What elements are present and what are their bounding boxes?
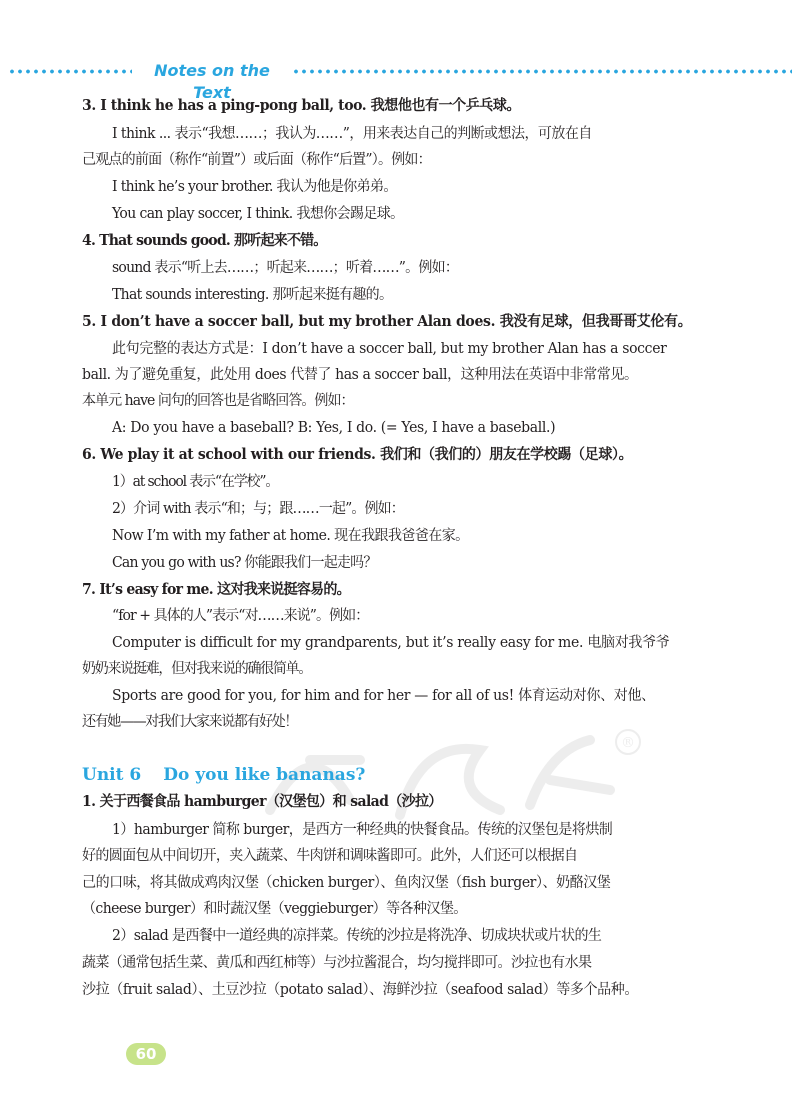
unit-note-1-hamburger-cont-3: （cheese burger）和时蔬汉堡（veggieburger）等各种汉堡。 — [82, 901, 467, 917]
unit-note-1-salad-cont-2: 沙拉（fruit salad）、土豆沙拉（potato salad）、海鲜沙拉（seafood salad）等多个品种。 — [82, 982, 638, 998]
note-3-example-1: I think he’s your brother. 我认为他是你弟弟。 — [112, 179, 397, 195]
note-4-heading: 4. That sounds good. 那听起来不错。 — [82, 232, 327, 249]
note-4-explanation: sound 表示“听上去……；听起来……；听着……”。例如： — [112, 260, 459, 276]
note-6-point-1: 1）at school 表示“在学校”。 — [112, 474, 279, 490]
note-3-explanation: I think ... 表示“我想……；我认为……”，用来表达自己的判断或想法，可放在自 — [112, 126, 592, 142]
note-6-example-1: Now I’m with my father at home. 现在我跟我爸爸在家。 — [112, 528, 469, 544]
note-7-example-2-cont: 还有她——对我们大家来说都有好处！ — [82, 714, 298, 730]
unit-note-1-salad: 2）salad 是西餐中一道经典的凉拌菜。传统的沙拉是将洗净、切成块状或片状的生 — [112, 928, 602, 944]
note-6-heading: 6. We play it at school with our friends. 我们和（我们的）朋友在学校踢（足球）。 — [82, 446, 633, 463]
note-7-explanation: “for + 具体的人”表示“对……来说”。例如： — [112, 608, 369, 624]
note-3-example-2: You can play soccer, I think. 我想你会踢足球。 — [112, 206, 404, 222]
unit-name: Do you like bananas? — [163, 765, 366, 785]
unit-note-1-hamburger-cont: 好的圆面包从中间切开，夹入蔬菜、牛肉饼和调味酱即可。此外，人们还可以根据自 — [82, 848, 578, 864]
header-dotted-rule-right — [292, 69, 792, 74]
note-5-explanation: 此句完整的表达方式是：I don’t have a soccer ball, but my brother Alan has a soccer — [112, 341, 667, 357]
unit-note-1-salad-cont: 蔬菜（通常包括生菜、黄瓜和西红柿等）与沙拉酱混合，均匀搅拌即可。沙拉也有水果 — [82, 955, 592, 971]
note-3-heading: 3. I think he has a ping-pong ball, too. 我想他也有一个乒乓球。 — [82, 97, 521, 114]
note-3-explanation-cont: 己观点的前面（称作“前置”）或后面（称作“后置”）。例如： — [82, 152, 431, 168]
header-title: Notes on the Text — [154, 61, 270, 102]
note-6-point-2: 2）介词 with 表示“和；与；跟……一起”。例如： — [112, 501, 404, 517]
note-7-example-1: Computer is difficult for my grandparents, but it’s really easy for me. 电脑对我爷爷 — [112, 635, 670, 651]
page-number: 60 — [126, 1043, 166, 1065]
unit-note-1-hamburger-cont-2: 己的口味，将其做成鸡肉汉堡（chicken burger）、鱼肉汉堡（fish burger）、奶酪汉堡 — [82, 875, 611, 891]
unit-title — [82, 764, 365, 786]
note-5-example: A: Do you have a baseball? B: Yes, I do. (= Yes, I have a baseball.) — [112, 420, 556, 436]
registered-mark: ® — [621, 735, 635, 751]
note-5-explanation-cont: ball. 为了避免重复，此处用 does 代替了 has a soccer ball，这种用法在英语中非常常见。 — [82, 367, 638, 383]
note-4-example: That sounds interesting. 那听起来挺有趣的。 — [112, 287, 393, 303]
note-7-heading: 7. It’s easy for me. 这对我来说挺容易的。 — [82, 581, 350, 598]
note-7-example-1-cont: 奶奶来说挺难，但对我来说的确很简单。 — [82, 661, 312, 677]
header-dotted-rule-left — [8, 69, 132, 74]
unit-note-1-heading: 1. 关于西餐食品 hamburger（汉堡包）和 salad（沙拉） — [82, 793, 442, 810]
unit-number: Unit 6 — [82, 765, 142, 785]
note-7-example-2: Sports are good for you, for him and for her — for all of us! 体育运动对你、对他、 — [112, 688, 655, 704]
section-header — [8, 60, 792, 102]
unit-note-1-hamburger: 1）hamburger 简称 burger，是西方一种经典的快餐食品。传统的汉堡包是将烘制 — [112, 822, 613, 838]
note-6-example-2: Can you go with us? 你能跟我们一起走吗？ — [112, 555, 377, 571]
note-5-explanation-cont-2: 本单元 have 问句的回答也是省略回答。例如： — [82, 393, 354, 409]
note-5-heading: 5. I don’t have a soccer ball, but my brother Alan does. 我没有足球，但我哥哥艾伦有。 — [82, 313, 692, 330]
